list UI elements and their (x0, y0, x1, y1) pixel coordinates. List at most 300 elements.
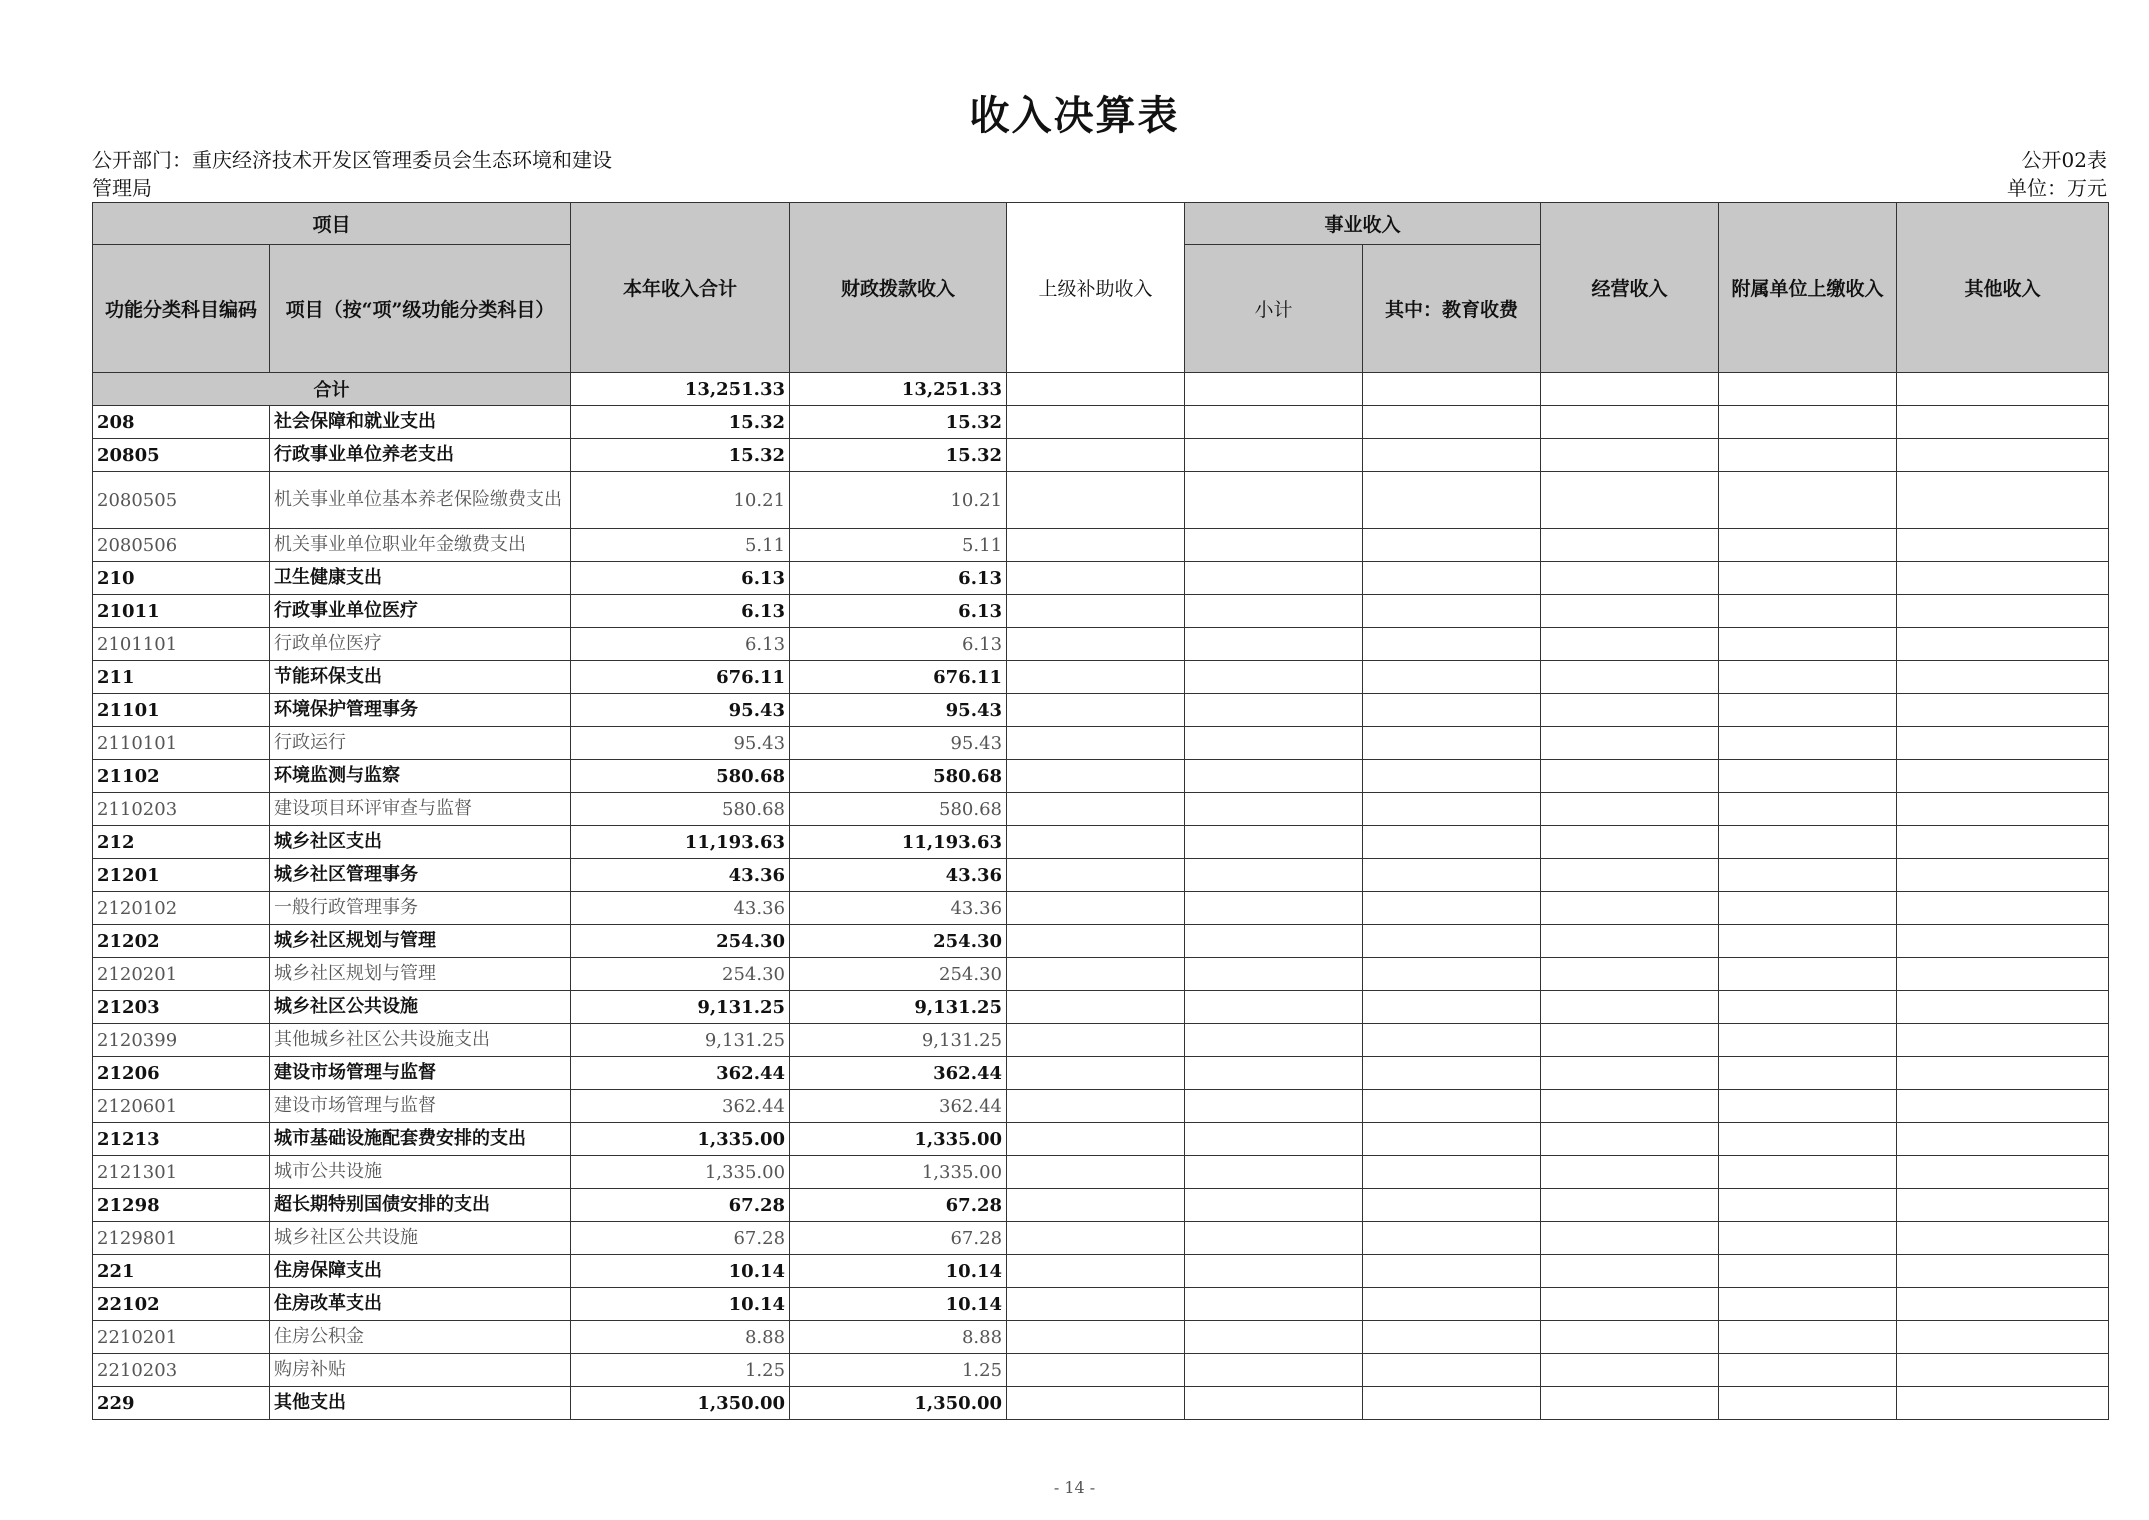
code-cell: 2121301 (93, 1156, 270, 1189)
empty-cell (1007, 562, 1185, 595)
form-number: 公开02表 (2021, 148, 2107, 172)
empty-cell (1185, 406, 1363, 439)
header-func-code: 功能分类科目编码 (93, 245, 270, 373)
empty-cell (1007, 727, 1185, 760)
empty-cell (1185, 1354, 1363, 1387)
total-income-cell: 362.44 (571, 1057, 790, 1090)
empty-cell (1363, 1156, 1541, 1189)
code-cell: 2120399 (93, 1024, 270, 1057)
header-fiscal: 财政拨款收入 (790, 203, 1007, 373)
total-income-cell: 6.13 (571, 628, 790, 661)
total-income-cell: 6.13 (571, 595, 790, 628)
page-number: - 14 - (1053, 1478, 1096, 1497)
total-income-cell: 676.11 (571, 661, 790, 694)
empty-cell (1719, 1288, 1897, 1321)
name-cell: 城乡社区规划与管理 (270, 958, 571, 991)
empty-cell (1185, 1156, 1363, 1189)
empty-cell (1719, 373, 1897, 406)
empty-cell (1185, 1189, 1363, 1222)
fiscal-cell: 362.44 (790, 1090, 1007, 1123)
empty-cell (1897, 373, 2109, 406)
total-income-cell: 1,350.00 (571, 1387, 790, 1420)
empty-cell (1541, 991, 1719, 1024)
empty-cell (1007, 628, 1185, 661)
empty-cell (1897, 562, 2109, 595)
empty-cell (1719, 727, 1897, 760)
header-edu-fee: 其中：教育收费 (1363, 245, 1541, 373)
unit-label: 单位：万元 (2007, 176, 2107, 200)
table-row (93, 1387, 2109, 1420)
empty-cell (1363, 373, 1541, 406)
empty-cell (1185, 1123, 1363, 1156)
code-cell: 229 (93, 1387, 270, 1420)
empty-cell (1897, 1090, 2109, 1123)
empty-cell (1185, 991, 1363, 1024)
empty-cell (1541, 1156, 1719, 1189)
table-row (93, 1321, 2109, 1354)
empty-cell (1363, 1288, 1541, 1321)
empty-cell (1719, 958, 1897, 991)
fiscal-cell: 1.25 (790, 1354, 1007, 1387)
fiscal-cell: 5.11 (790, 529, 1007, 562)
empty-cell (1363, 1024, 1541, 1057)
empty-cell (1185, 925, 1363, 958)
empty-cell (1185, 760, 1363, 793)
empty-cell (1897, 694, 2109, 727)
empty-cell (1897, 760, 2109, 793)
total-income-cell: 11,193.63 (571, 826, 790, 859)
table-row (93, 727, 2109, 760)
table-row (93, 793, 2109, 826)
code-cell: 211 (93, 661, 270, 694)
fiscal-cell: 10.14 (790, 1288, 1007, 1321)
department-label: 公开部门：重庆经济技术开发区管理委员会生态环境和建设管理局 (92, 148, 612, 200)
empty-cell (1897, 1057, 2109, 1090)
code-cell: 2080506 (93, 529, 270, 562)
empty-cell (1185, 1387, 1363, 1420)
total-income-cell: 15.32 (571, 439, 790, 472)
empty-cell (1719, 595, 1897, 628)
code-cell: 21201 (93, 859, 270, 892)
empty-cell (1719, 661, 1897, 694)
empty-cell (1363, 1255, 1541, 1288)
table-row (93, 760, 2109, 793)
code-cell: 210 (93, 562, 270, 595)
total-row (93, 373, 2109, 406)
empty-cell (1007, 694, 1185, 727)
empty-cell (1007, 1024, 1185, 1057)
table-row (93, 661, 2109, 694)
empty-cell (1541, 373, 1719, 406)
empty-cell (1541, 1321, 1719, 1354)
empty-cell (1185, 595, 1363, 628)
total-income-cell: 8.88 (571, 1321, 790, 1354)
empty-cell (1185, 727, 1363, 760)
empty-cell (1363, 529, 1541, 562)
empty-cell (1541, 562, 1719, 595)
code-cell: 21101 (93, 694, 270, 727)
header-superior: 上级补助收入 (1007, 203, 1185, 373)
table-row (93, 439, 2109, 472)
empty-cell (1185, 439, 1363, 472)
total-income-cell: 10.21 (571, 472, 790, 529)
empty-cell (1363, 1321, 1541, 1354)
total-income-cell: 5.11 (571, 529, 790, 562)
empty-cell (1719, 628, 1897, 661)
empty-cell (1541, 1189, 1719, 1222)
empty-cell (1719, 991, 1897, 1024)
fiscal-cell: 676.11 (790, 661, 1007, 694)
code-cell: 2129801 (93, 1222, 270, 1255)
empty-cell (1185, 562, 1363, 595)
fiscal-cell: 362.44 (790, 1057, 1007, 1090)
empty-cell (1007, 406, 1185, 439)
empty-cell (1185, 1255, 1363, 1288)
empty-cell (1363, 1222, 1541, 1255)
total-income-cell: 254.30 (571, 958, 790, 991)
total-income-cell: 67.28 (571, 1189, 790, 1222)
form-meta (2007, 146, 2107, 202)
empty-cell (1185, 892, 1363, 925)
fiscal-cell: 15.32 (790, 439, 1007, 472)
total-income-cell: 13,251.33 (571, 373, 790, 406)
fiscal-cell: 6.13 (790, 595, 1007, 628)
empty-cell (1007, 661, 1185, 694)
empty-cell (1007, 760, 1185, 793)
total-income-cell: 43.36 (571, 892, 790, 925)
empty-cell (1897, 661, 2109, 694)
fiscal-cell: 6.13 (790, 562, 1007, 595)
empty-cell (1185, 1090, 1363, 1123)
code-cell: 2080505 (93, 472, 270, 529)
fiscal-cell: 15.32 (790, 406, 1007, 439)
total-income-cell: 95.43 (571, 727, 790, 760)
empty-cell (1719, 925, 1897, 958)
total-income-cell: 15.32 (571, 406, 790, 439)
fiscal-cell: 1,335.00 (790, 1123, 1007, 1156)
empty-cell (1007, 793, 1185, 826)
empty-cell (1185, 1222, 1363, 1255)
empty-cell (1897, 925, 2109, 958)
empty-cell (1363, 595, 1541, 628)
total-label: 合计 (93, 373, 571, 406)
code-cell: 21102 (93, 760, 270, 793)
empty-cell (1185, 1057, 1363, 1090)
empty-cell (1007, 529, 1185, 562)
empty-cell (1541, 1222, 1719, 1255)
empty-cell (1363, 892, 1541, 925)
fiscal-cell: 10.21 (790, 472, 1007, 529)
table-row (93, 1123, 2109, 1156)
empty-cell (1897, 727, 2109, 760)
empty-cell (1363, 694, 1541, 727)
table-row (93, 1222, 2109, 1255)
empty-cell (1185, 661, 1363, 694)
empty-cell (1897, 1189, 2109, 1222)
table-row (93, 1189, 2109, 1222)
empty-cell (1719, 472, 1897, 529)
empty-cell (1185, 826, 1363, 859)
empty-cell (1541, 760, 1719, 793)
empty-cell (1185, 373, 1363, 406)
empty-cell (1363, 991, 1541, 1024)
header-business: 事业收入 (1185, 203, 1541, 245)
name-cell: 机关事业单位职业年金缴费支出 (270, 529, 571, 562)
empty-cell (1541, 727, 1719, 760)
total-income-cell: 1,335.00 (571, 1156, 790, 1189)
empty-cell (1185, 472, 1363, 529)
empty-cell (1185, 694, 1363, 727)
empty-cell (1363, 826, 1541, 859)
code-cell: 2101101 (93, 628, 270, 661)
empty-cell (1007, 1387, 1185, 1420)
empty-cell (1541, 892, 1719, 925)
empty-cell (1363, 661, 1541, 694)
empty-cell (1897, 1321, 2109, 1354)
empty-cell (1363, 628, 1541, 661)
table-row (93, 562, 2109, 595)
empty-cell (1897, 991, 2109, 1024)
name-cell: 机关事业单位基本养老保险缴费支出 (270, 472, 571, 529)
empty-cell (1541, 793, 1719, 826)
empty-cell (1363, 793, 1541, 826)
empty-cell (1185, 529, 1363, 562)
empty-cell (1719, 1057, 1897, 1090)
code-cell: 21203 (93, 991, 270, 1024)
total-income-cell: 362.44 (571, 1090, 790, 1123)
empty-cell (1897, 793, 2109, 826)
fiscal-cell: 95.43 (790, 694, 1007, 727)
name-cell: 环境保护管理事务 (270, 694, 571, 727)
empty-cell (1007, 1354, 1185, 1387)
empty-cell (1719, 1255, 1897, 1288)
empty-cell (1719, 859, 1897, 892)
empty-cell (1185, 628, 1363, 661)
name-cell: 住房公积金 (270, 1321, 571, 1354)
empty-cell (1541, 694, 1719, 727)
empty-cell (1185, 1321, 1363, 1354)
empty-cell (1363, 472, 1541, 529)
empty-cell (1897, 439, 2109, 472)
fiscal-cell: 254.30 (790, 958, 1007, 991)
fiscal-cell: 1,335.00 (790, 1156, 1007, 1189)
empty-cell (1719, 1189, 1897, 1222)
empty-cell (1897, 1354, 2109, 1387)
empty-cell (1541, 859, 1719, 892)
name-cell: 社会保障和就业支出 (270, 406, 571, 439)
empty-cell (1363, 958, 1541, 991)
empty-cell (1897, 1123, 2109, 1156)
empty-cell (1541, 1090, 1719, 1123)
empty-cell (1897, 595, 2109, 628)
total-income-cell: 580.68 (571, 760, 790, 793)
empty-cell (1719, 406, 1897, 439)
empty-cell (1363, 1189, 1541, 1222)
empty-cell (1007, 439, 1185, 472)
fiscal-cell: 1,350.00 (790, 1387, 1007, 1420)
total-income-cell: 67.28 (571, 1222, 790, 1255)
total-fiscal-cell: 13,251.33 (790, 373, 1007, 406)
empty-cell (1363, 1123, 1541, 1156)
empty-cell (1363, 925, 1541, 958)
table-row (93, 1354, 2109, 1387)
total-income-cell: 9,131.25 (571, 1024, 790, 1057)
name-cell: 城乡社区公共设施 (270, 1222, 571, 1255)
empty-cell (1363, 760, 1541, 793)
empty-cell (1897, 472, 2109, 529)
empty-cell (1185, 1024, 1363, 1057)
header-project: 项目 (93, 203, 571, 245)
table-row (93, 628, 2109, 661)
empty-cell (1897, 958, 2109, 991)
empty-cell (1541, 1057, 1719, 1090)
empty-cell (1541, 628, 1719, 661)
empty-cell (1719, 1123, 1897, 1156)
empty-cell (1719, 1354, 1897, 1387)
empty-cell (1007, 1057, 1185, 1090)
code-cell: 208 (93, 406, 270, 439)
empty-cell (1363, 562, 1541, 595)
fiscal-cell: 9,131.25 (790, 991, 1007, 1024)
empty-cell (1719, 694, 1897, 727)
empty-cell (1719, 1090, 1897, 1123)
empty-cell (1363, 1090, 1541, 1123)
name-cell: 城乡社区规划与管理 (270, 925, 571, 958)
code-cell: 221 (93, 1255, 270, 1288)
name-cell: 超长期特别国债安排的支出 (270, 1189, 571, 1222)
empty-cell (1719, 562, 1897, 595)
fiscal-cell: 8.88 (790, 1321, 1007, 1354)
empty-cell (1719, 793, 1897, 826)
table-row (93, 1057, 2109, 1090)
empty-cell (1541, 529, 1719, 562)
name-cell: 建设项目环评审查与监督 (270, 793, 571, 826)
name-cell: 城乡社区公共设施 (270, 991, 571, 1024)
empty-cell (1007, 373, 1185, 406)
empty-cell (1541, 1354, 1719, 1387)
empty-cell (1363, 1057, 1541, 1090)
empty-cell (1007, 1156, 1185, 1189)
empty-cell (1007, 892, 1185, 925)
code-cell: 2210201 (93, 1321, 270, 1354)
code-cell: 21011 (93, 595, 270, 628)
table-row (93, 529, 2109, 562)
empty-cell (1007, 595, 1185, 628)
code-cell: 2120201 (93, 958, 270, 991)
table-row (93, 958, 2109, 991)
table-row (93, 1090, 2109, 1123)
empty-cell (1719, 1321, 1897, 1354)
fiscal-cell: 11,193.63 (790, 826, 1007, 859)
empty-cell (1541, 406, 1719, 439)
empty-cell (1007, 859, 1185, 892)
table-row (93, 472, 2109, 529)
total-income-cell: 10.14 (571, 1288, 790, 1321)
total-income-cell: 43.36 (571, 859, 790, 892)
empty-cell (1897, 529, 2109, 562)
empty-cell (1541, 826, 1719, 859)
table-row (93, 595, 2109, 628)
table-row (93, 1255, 2109, 1288)
fiscal-cell: 580.68 (790, 760, 1007, 793)
fiscal-cell: 43.36 (790, 859, 1007, 892)
header-other: 其他收入 (1897, 203, 2109, 373)
fiscal-cell: 67.28 (790, 1189, 1007, 1222)
name-cell: 住房改革支出 (270, 1288, 571, 1321)
empty-cell (1185, 859, 1363, 892)
empty-cell (1897, 826, 2109, 859)
page-title: 收入决算表 (969, 92, 1180, 139)
empty-cell (1007, 1189, 1185, 1222)
table-row (93, 826, 2109, 859)
table-row (93, 925, 2109, 958)
empty-cell (1007, 1222, 1185, 1255)
empty-cell (1719, 892, 1897, 925)
code-cell: 21213 (93, 1123, 270, 1156)
name-cell: 一般行政管理事务 (270, 892, 571, 925)
empty-cell (1541, 1288, 1719, 1321)
name-cell: 建设市场管理与监督 (270, 1090, 571, 1123)
empty-cell (1897, 859, 2109, 892)
empty-cell (1007, 1255, 1185, 1288)
header-affiliated: 附属单位上缴收入 (1719, 203, 1897, 373)
fiscal-cell: 67.28 (790, 1222, 1007, 1255)
code-cell: 21202 (93, 925, 270, 958)
empty-cell (1007, 1288, 1185, 1321)
empty-cell (1363, 406, 1541, 439)
header-total-income: 本年收入合计 (571, 203, 790, 373)
table-row (93, 1024, 2109, 1057)
empty-cell (1719, 1024, 1897, 1057)
name-cell: 购房补贴 (270, 1354, 571, 1387)
empty-cell (1541, 1255, 1719, 1288)
empty-cell (1185, 1288, 1363, 1321)
header-subtotal: 小计 (1185, 245, 1363, 373)
code-cell: 212 (93, 826, 270, 859)
name-cell: 住房保障支出 (270, 1255, 571, 1288)
empty-cell (1897, 1024, 2109, 1057)
total-income-cell: 580.68 (571, 793, 790, 826)
empty-cell (1897, 1222, 2109, 1255)
code-cell: 2210203 (93, 1354, 270, 1387)
empty-cell (1897, 1156, 2109, 1189)
empty-cell (1897, 406, 2109, 439)
table-row (93, 1288, 2109, 1321)
empty-cell (1363, 1354, 1541, 1387)
name-cell: 城乡社区管理事务 (270, 859, 571, 892)
table-row (93, 406, 2109, 439)
fiscal-cell: 95.43 (790, 727, 1007, 760)
code-cell: 21206 (93, 1057, 270, 1090)
code-cell: 2120102 (93, 892, 270, 925)
code-cell: 20805 (93, 439, 270, 472)
empty-cell (1897, 892, 2109, 925)
code-cell: 2120601 (93, 1090, 270, 1123)
name-cell: 行政事业单位养老支出 (270, 439, 571, 472)
name-cell: 行政单位医疗 (270, 628, 571, 661)
total-income-cell: 6.13 (571, 562, 790, 595)
header-operating: 经营收入 (1541, 203, 1719, 373)
name-cell: 节能环保支出 (270, 661, 571, 694)
empty-cell (1719, 1387, 1897, 1420)
name-cell: 其他支出 (270, 1387, 571, 1420)
empty-cell (1541, 1123, 1719, 1156)
empty-cell (1541, 1024, 1719, 1057)
empty-cell (1007, 1321, 1185, 1354)
name-cell: 行政事业单位医疗 (270, 595, 571, 628)
empty-cell (1363, 859, 1541, 892)
empty-cell (1007, 826, 1185, 859)
